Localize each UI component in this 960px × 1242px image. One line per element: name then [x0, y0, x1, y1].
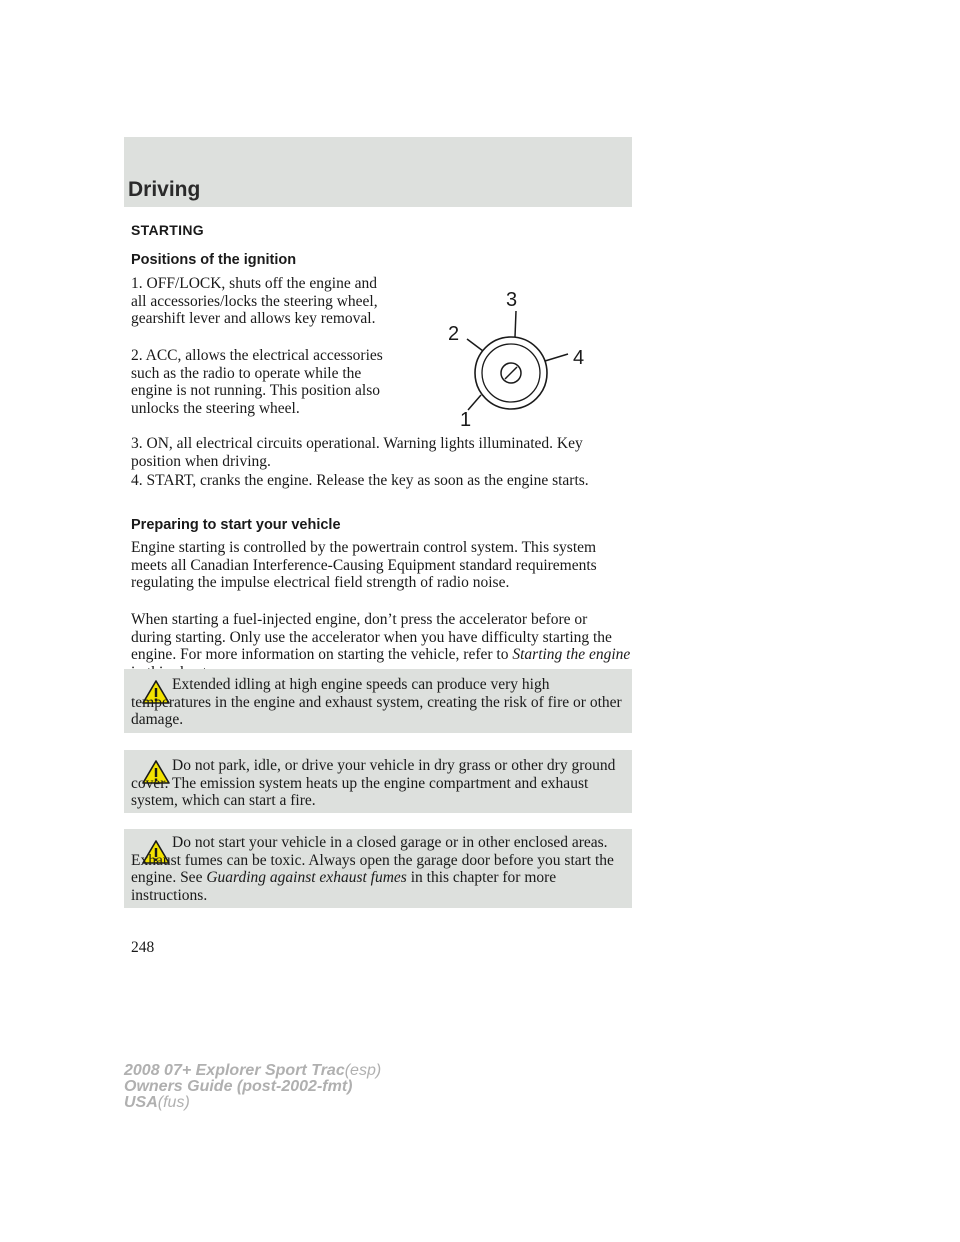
subsection-title-preparing: Preparing to start your vehicle — [131, 517, 341, 533]
footer-line-2: Owners Guide (post-2002-fmt) — [124, 1078, 353, 1095]
warning-box-idling — [124, 669, 632, 733]
warning-box-exhaust — [124, 829, 632, 908]
ignition-positions-diagram — [425, 278, 605, 438]
position-label-2: 2 — [448, 323, 460, 345]
warning-text-exhaust: Do not start your vehicle in a closed garage or in other enclosed areas. Exhaust fumes can be toxic. Always open the garage door before you start the engine. See Guarding against exhaust fumes in this chapter for more instructions. — [131, 834, 614, 904]
link-guarding-exhaust-fumes: Guarding against exhaust fumes — [206, 869, 407, 886]
footer-line-3: USA(fus) — [124, 1094, 190, 1111]
subsection-title-ignition: Positions of the ignition — [131, 252, 297, 268]
warning-text-dry-grass: Do not park, idle, or drive your vehicle in dry grass or other dry ground cover. The emission system heats up the engine compartment and exhaust system, which can start a fire. — [131, 757, 616, 809]
position-label-3: 3 — [506, 289, 518, 311]
document-footer — [124, 1063, 381, 1111]
position-1-pointer — [468, 395, 481, 410]
position-3-pointer — [515, 311, 516, 337]
position-label-4: 4 — [573, 347, 585, 369]
footer-line-1: 2008 07+ Explorer Sport Trac(esp) — [124, 1062, 382, 1079]
paragraph-powertrain: Engine starting is controlled by the powertrain control system. This system meets all Canadian Interference-Causing Equipment standard requirements regulating the impulse electrical field strength of radio noise. — [131, 539, 597, 591]
position-2-pointer — [467, 339, 483, 351]
key-slot-line — [505, 367, 517, 379]
ignition-item-4: 4. START, cranks the engine. Release the key as soon as the engine starts. — [131, 472, 589, 489]
page-number: 248 — [131, 939, 155, 956]
section-title: STARTING — [131, 222, 204, 238]
ignition-item-3: 3. ON, all electrical circuits operational. Warning lights illuminated. Key position when driving. — [131, 435, 583, 470]
page-header-title: Driving — [128, 178, 201, 201]
link-starting-the-engine: Starting the engine — [512, 646, 631, 663]
paragraph-fuel-injected: When starting a fuel-injected engine, don’t press the accelerator before or during starting. Only use the accelerator when you have difficulty starting the engine. For more information on starting the vehicle, refer to Starting the engine — [131, 611, 631, 663]
ignition-item-2: 2. ACC, allows the electrical accessories such as the radio to operate while the engine is not running. This position also unlocks the steering wheel. — [131, 347, 383, 417]
position-label-1: 1 — [460, 409, 472, 431]
warning-box-dry-grass — [124, 750, 632, 813]
warning-text-idling: Extended idling at high engine speeds can produce very high temperatures in the engine and exhaust system, creating the risk of fire or other damage. — [131, 676, 622, 728]
ignition-item-1: 1. OFF/LOCK, shuts off the engine and all accessories/locks the steering wheel, gearshift lever and allows key removal. — [131, 275, 378, 327]
position-4-pointer — [545, 354, 568, 361]
